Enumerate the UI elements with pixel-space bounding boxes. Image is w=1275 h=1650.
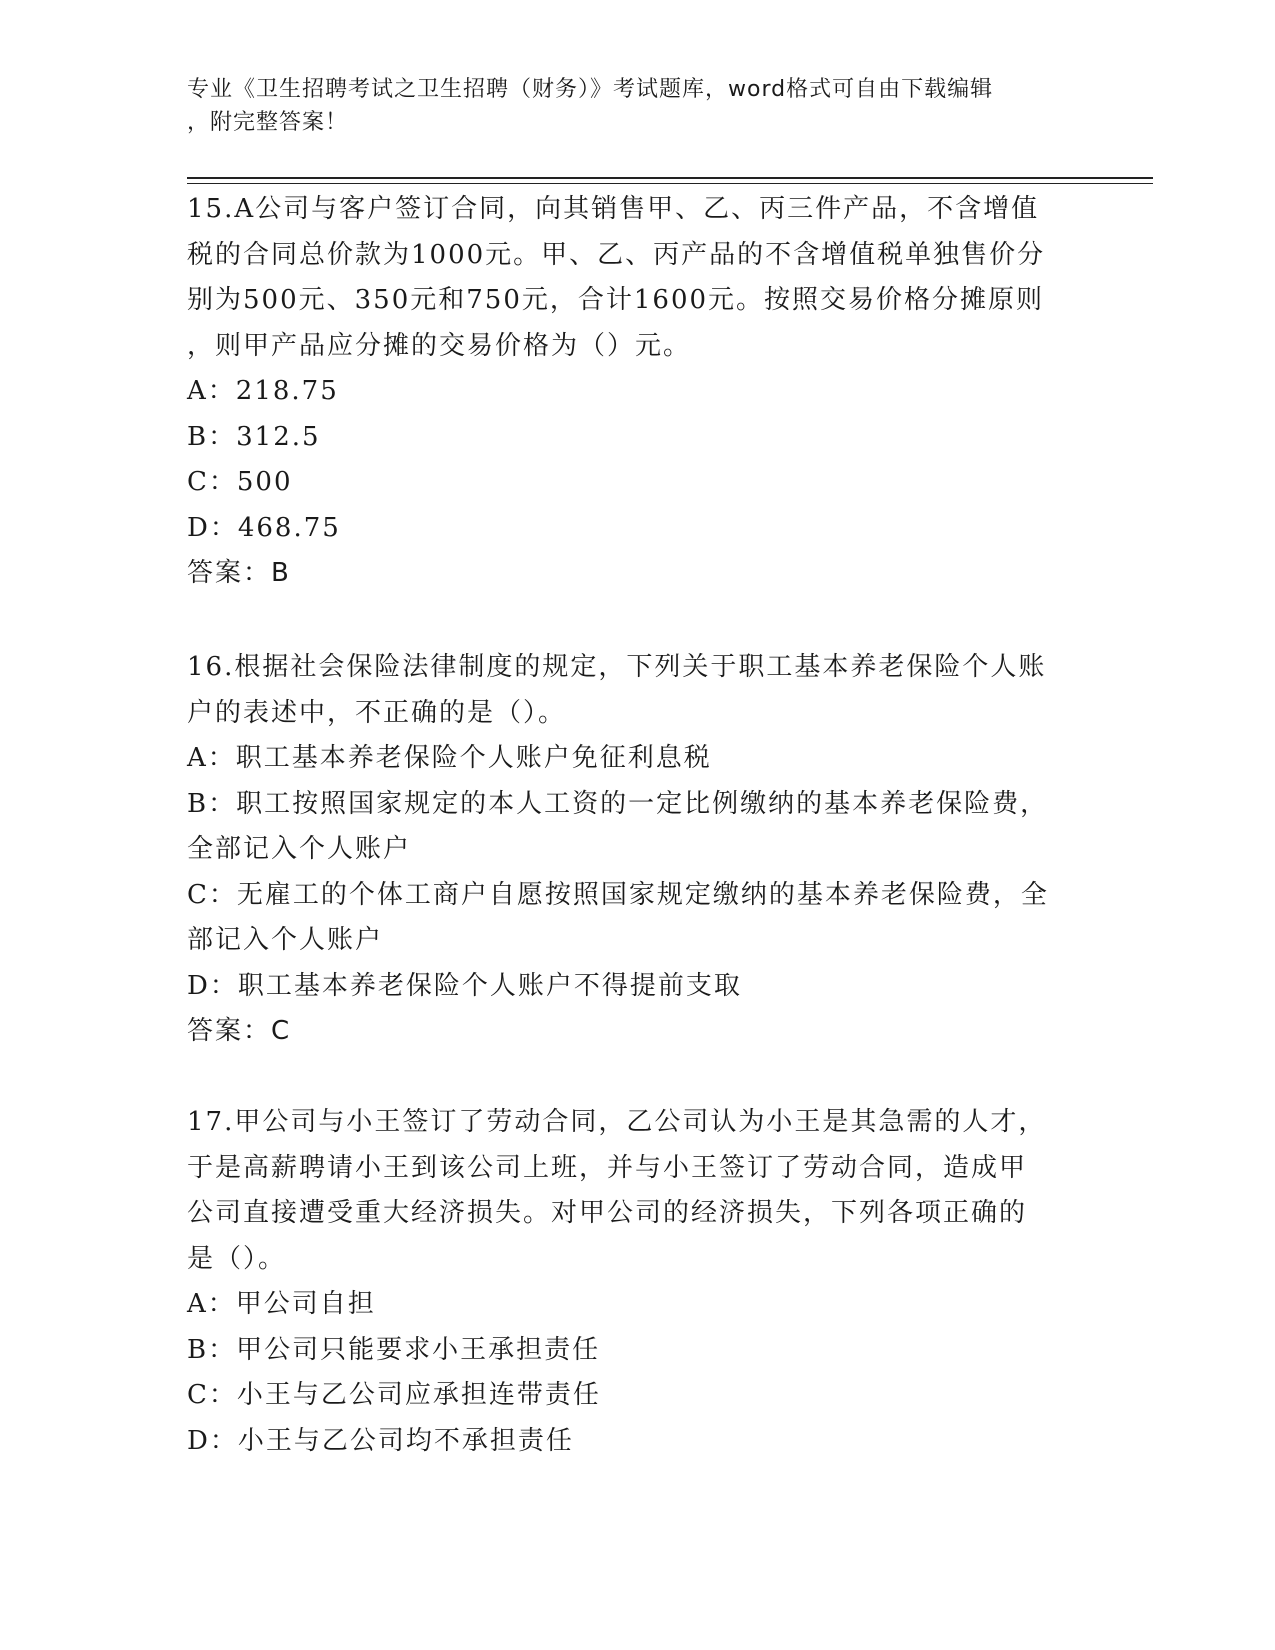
option-line: D：小王与乙公司均不承担责任 [187,1425,574,1456]
option-c [187,873,1067,964]
header-title-line-1: 专业《卫生招聘考试之卫生招聘（财务）》考试题库，word格式可自由下载编辑 [187,77,994,102]
stem-line: 是（）。 [187,1243,287,1274]
option-a [187,369,1067,415]
stem-line: 16.根据社会保险法律制度的规定，下列关于职工基本养老保险个人账 [187,652,1047,682]
stem-line: 公司直接遭受重大经济损失。对甲公司的经济损失，下列各项正确的 [187,1198,1028,1228]
question-stem [187,645,1067,736]
question-16 [187,645,1067,1055]
stem-line: 于是高薪聘请小王到该公司上班，并与小王签订了劳动合同，造成甲 [187,1152,1028,1183]
option-line: C：小王与乙公司应承担连带责任 [187,1380,601,1410]
stem-line: 户的表述中，不正确的是（）。 [187,697,567,728]
option-line: B：甲公司只能要求小王承担责任 [187,1334,601,1365]
option-line: A：甲公司自担 [187,1289,376,1319]
option-line: C：500 [187,467,293,497]
option-b [187,782,1067,873]
option-line: B：312.5 [187,421,321,452]
stem-line: ，则甲产品应分摊的交易价格为（）元。 [187,330,692,361]
option-a [187,1282,1067,1328]
stem-line: 别为500元、350元和750元，合计1600元。按照交易价格分摊原则 [187,285,1045,315]
question-17 [187,1100,1067,1464]
option-c [187,1373,1067,1419]
option-line: D：468.75 [187,512,341,543]
header-title-line-2: ，附完整答案！ [187,110,349,135]
option-line: A：职工基本养老保险个人账户免征利息税 [187,743,712,773]
option-line: 部记入个人账户 [187,925,384,955]
question-15 [187,187,1067,597]
option-a [187,736,1067,782]
document-header [187,73,1067,139]
option-line: A：218.75 [187,376,339,406]
answer-label: 答案：C [187,1016,292,1046]
stem-line: 17.甲公司与小王签订了劳动合同，乙公司认为小王是其急需的人才， [187,1107,1047,1137]
option-line: 全部记入个人账户 [187,834,412,864]
header-divider-thin [187,183,1153,184]
question-stem [187,187,1067,369]
option-line: D：职工基本养老保险个人账户不得提前支取 [187,970,742,1001]
option-d [187,964,1067,1010]
option-b [187,415,1067,461]
answer-label: 答案：B [187,558,291,588]
option-d [187,1419,1067,1465]
stem-line: 15.A公司与客户签订合同，向其销售甲、乙、丙三件产品，不含增值 [187,194,1040,224]
option-line: C：无雇工的个体工商户自愿按照国家规定缴纳的基本养老保险费，全 [187,879,1049,910]
option-c [187,460,1067,506]
stem-line: 税的合同总价款为1000元。甲、乙、丙产品的不含增值税单独售价分 [187,239,1046,270]
header-divider-thick [187,177,1153,179]
question-stem [187,1100,1067,1282]
option-d [187,506,1067,552]
option-b [187,1328,1067,1374]
option-line: B：职工按照国家规定的本人工资的一定比例缴纳的基本养老保险费， [187,788,1049,819]
